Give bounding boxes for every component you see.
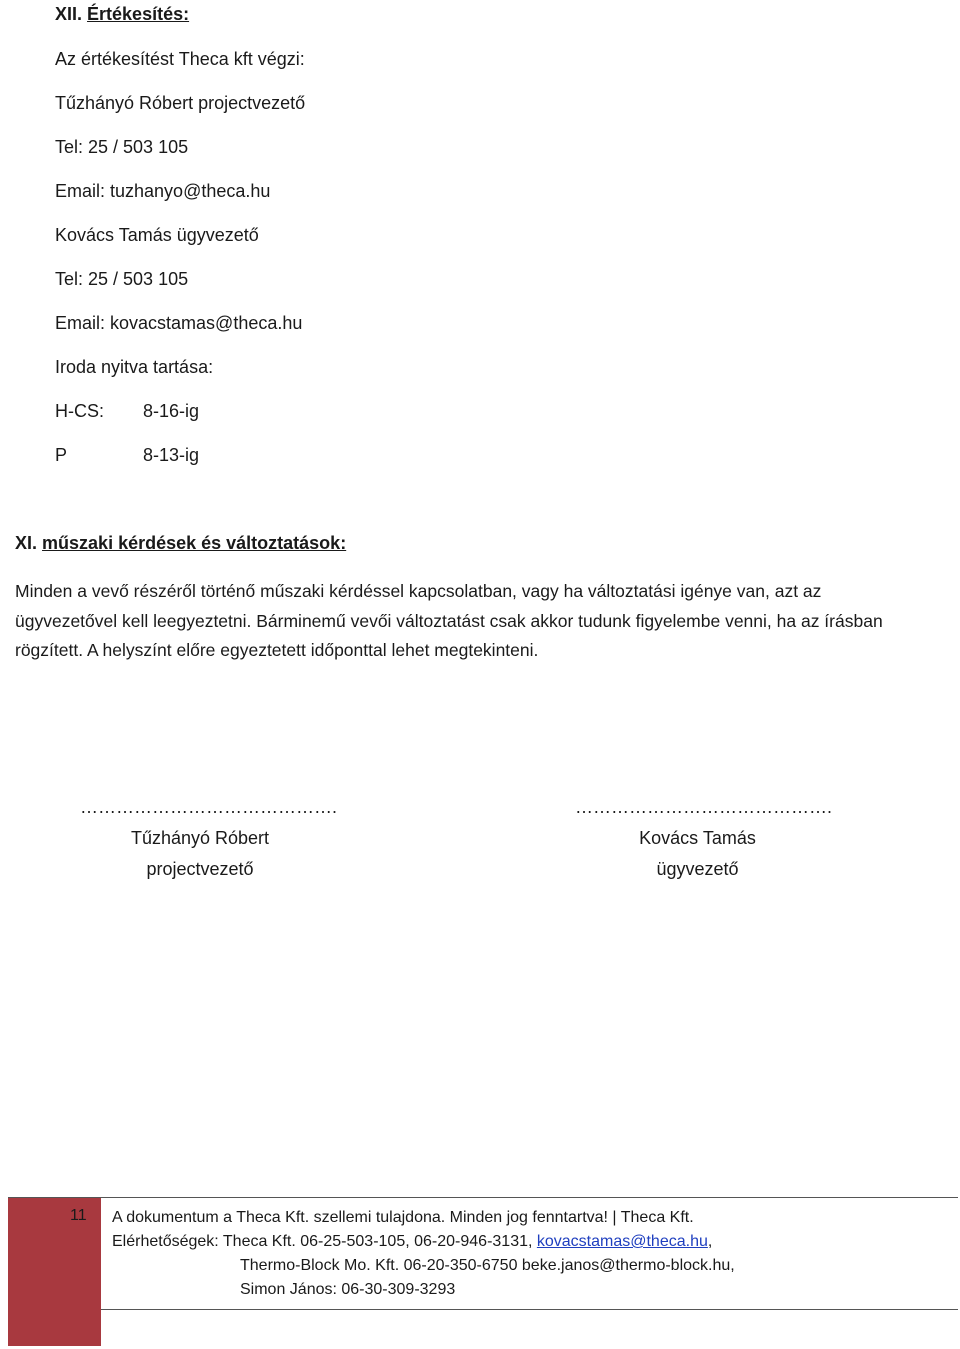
footer-copyright: A dokumentum a Theca Kft. szellemi tulajdona. Minden jog fenntartva! | Theca Kft. [112,1209,694,1226]
section-11-heading [15,533,346,554]
footer-accent-bar [8,1198,101,1346]
footer-contacts-text: Elérhetőségek: Theca Kft. 06-25-503-105, 06-20-946-3131, [112,1233,537,1250]
office-hours-label: Iroda nyitva tartása: [55,357,214,377]
section-11-paragraph: Minden a vevő részéről történő műszaki kérdéssel kapcsolatban, vagy ha változtatási igénye van, azt az ügyvezetővel kell leegyeztetni. Bárminemű vevői változtatást csak akkor tudunk figyelembe venni, ha az írásban rögzített. A helyszínt előre egyeztetett időponttal lehet megtekinteni. [15,581,883,660]
section-12-heading [55,4,189,25]
footer-thermo-block: Thermo-Block Mo. Kft. 06-20-350-6750 beke.janos@thermo-block.hu, [240,1257,735,1274]
contact-name-1: Tűzhányó Róbert projectvezető [55,93,306,113]
footer-text [112,1206,735,1302]
contact-name-2: Kovács Tamás ügyvezető [55,225,259,245]
footer-email-link[interactable]: kovacstamas@theca.hu [536,1233,708,1250]
contact-phone-1: Tel: 25 / 503 105 [55,137,189,157]
footer-bottom-rule [8,1309,958,1310]
footer-contacts-suffix: , [707,1233,713,1250]
hours-row-friday [55,445,67,466]
footer-simon: Simon János: 06-30-309-3293 [240,1281,456,1298]
signatory-role: projectvezető [146,859,254,879]
signatory-name: Kovács Tamás [639,828,756,848]
hours-row-weekdays [55,401,104,422]
contact-phone-2: Tel: 25 / 503 105 [55,269,189,289]
hours-day: H-CS: [55,401,104,421]
footer-top-rule [8,1197,958,1198]
sales-intro: Az értékesítést Theca kft végzi: [55,49,305,69]
page-number: 11 [70,1207,87,1224]
signatory-role: ügyvezető [656,859,739,879]
contact-email-2: Email: kovacstamas@theca.hu [55,313,303,333]
signature-line: ……………………………………. [80,797,338,817]
hours-time: 8-16-ig [143,401,200,421]
section-11-number: XI. [15,533,38,553]
hours-day: P [55,445,68,465]
signatory-name: Tűzhányó Róbert [130,828,270,848]
signature-block-left [80,792,338,885]
section-12-number: XII. [55,4,83,24]
signature-block-right [575,792,833,885]
signature-line: ……………………………………. [575,797,833,817]
hours-time: 8-13-ig [143,445,200,465]
section-12-title: Értékesítés: [87,4,190,24]
section-11-title: műszaki kérdések és változtatások: [42,533,347,553]
footer-contacts [112,1230,735,1254]
contact-email-1: Email: tuzhanyo@theca.hu [55,181,271,201]
